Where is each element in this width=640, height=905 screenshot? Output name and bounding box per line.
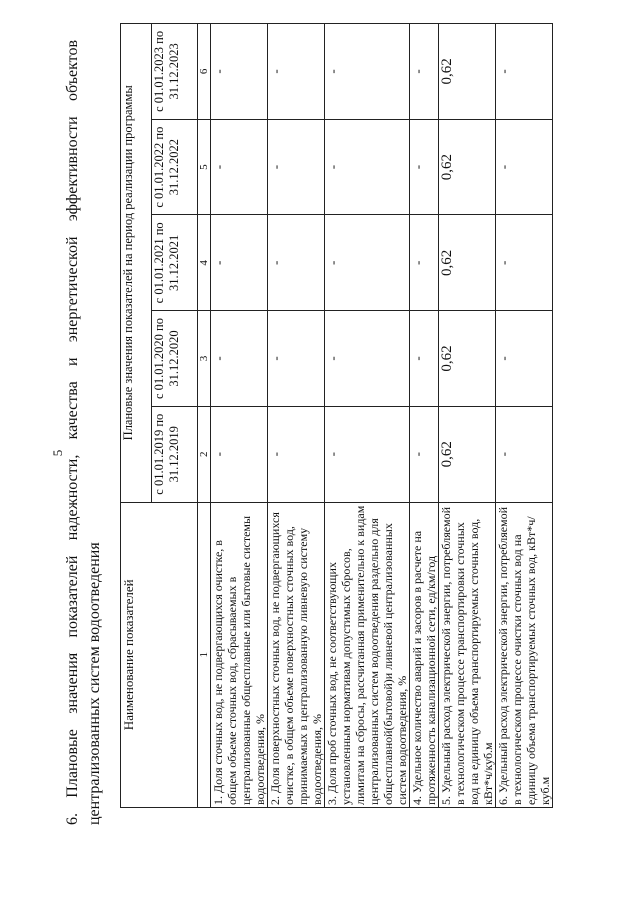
indicator-value: - xyxy=(410,215,439,311)
header-row-group xyxy=(121,24,152,808)
period-header: с 01.01.2023 по 31.12.2023 xyxy=(152,24,198,120)
indicator-name: 2. Доля поверхностных сточных вод, не подвергающихся очистке, в общем объеме поверхностных сточных вод, принимаемых в централизованную ливневую систему водоотведения, % xyxy=(268,502,325,807)
column-number: 5 xyxy=(198,119,211,215)
column-number: 2 xyxy=(198,406,211,502)
indicators-table xyxy=(120,23,553,808)
table-row xyxy=(439,24,496,808)
indicator-name: 6. Удельный расход электрической энергии, потребляемой в технологическом процессе очистки сточных вод на единицу объема транспортируемых сточных вод, кВт*ч/куб.м xyxy=(496,502,553,807)
indicator-value: - xyxy=(211,119,268,215)
indicator-name: 4. Удельное количество аварий и засоров в расчете на протяженность канализационной сети, ед/км/год xyxy=(410,502,439,807)
column-number: 6 xyxy=(198,24,211,120)
section-heading: 6. Плановые значения показателей надежности, качества и энергетической эффективности объектов централизованных систем водоотведения xyxy=(64,40,103,825)
table-row xyxy=(211,24,268,808)
indicator-name: 1. Доля сточных вод, не подвергающихся очистке, в общем объеме сточных вод, сбрасываемых в централизованные общесплавные или бытовые системы водоотведения, % xyxy=(211,502,268,807)
indicator-value: - xyxy=(268,406,325,502)
column-number: 4 xyxy=(198,215,211,311)
period-header: с 01.01.2020 по 31.12.2020 xyxy=(152,311,198,407)
indicator-value: 0,62 xyxy=(439,24,496,120)
indicator-value: - xyxy=(325,24,410,120)
indicator-value: - xyxy=(496,24,553,120)
indicator-value: 0,62 xyxy=(439,311,496,407)
table-row xyxy=(325,24,410,808)
indicator-name: 3. Доля проб сточных вод, не соответствующих установленным нормативам допустимых сбросов, лимитам на сбросы, рассчитанная применительно к видам централизованных систем водоотведения раздельно для общесплавной(бытовой)и ливневой централизованных систем водоотведения, % xyxy=(325,502,410,807)
period-header: с 01.01.2019 по 31.12.2019 xyxy=(152,406,198,502)
indicator-value: - xyxy=(410,406,439,502)
indicator-name-header: Наименование показателей xyxy=(121,502,198,807)
table-row xyxy=(268,24,325,808)
indicator-value: - xyxy=(211,215,268,311)
indicator-value: - xyxy=(211,24,268,120)
column-number: 1 xyxy=(198,502,211,807)
indicator-value: - xyxy=(268,119,325,215)
planned-values-header: Плановые значения показателей на период реализации программы xyxy=(121,24,152,503)
indicator-value: - xyxy=(496,119,553,215)
indicator-value: - xyxy=(496,406,553,502)
indicator-value: - xyxy=(410,311,439,407)
indicator-value: - xyxy=(268,215,325,311)
table-row xyxy=(496,24,553,808)
indicator-value: - xyxy=(268,24,325,120)
indicator-value: - xyxy=(268,311,325,407)
indicator-value: - xyxy=(211,311,268,407)
page-number: 5 xyxy=(50,449,65,457)
indicator-value: 0,62 xyxy=(439,215,496,311)
period-header: с 01.01.2022 по 31.12.2022 xyxy=(152,119,198,215)
indicator-value: - xyxy=(325,215,410,311)
period-header: с 01.01.2021 по 31.12.2021 xyxy=(152,215,198,311)
indicator-value: - xyxy=(325,311,410,407)
indicator-value: - xyxy=(325,406,410,502)
indicator-value: - xyxy=(211,406,268,502)
indicator-value: - xyxy=(496,311,553,407)
indicator-value: - xyxy=(410,24,439,120)
indicator-name: 5. Удельный расход электрической энергии, потребляемой в технологическом процессе транспортировки сточных вод на единицу объема транспортируемых сточных вод, кВт*ч/куб.м xyxy=(439,502,496,807)
indicator-value: 0,62 xyxy=(439,406,496,502)
column-number-row xyxy=(198,24,211,808)
indicator-value: 0,62 xyxy=(439,119,496,215)
table-body xyxy=(211,24,553,808)
table-row xyxy=(410,24,439,808)
column-number: 3 xyxy=(198,311,211,407)
indicator-value: - xyxy=(325,119,410,215)
indicator-value: - xyxy=(496,215,553,311)
indicator-value: - xyxy=(410,119,439,215)
